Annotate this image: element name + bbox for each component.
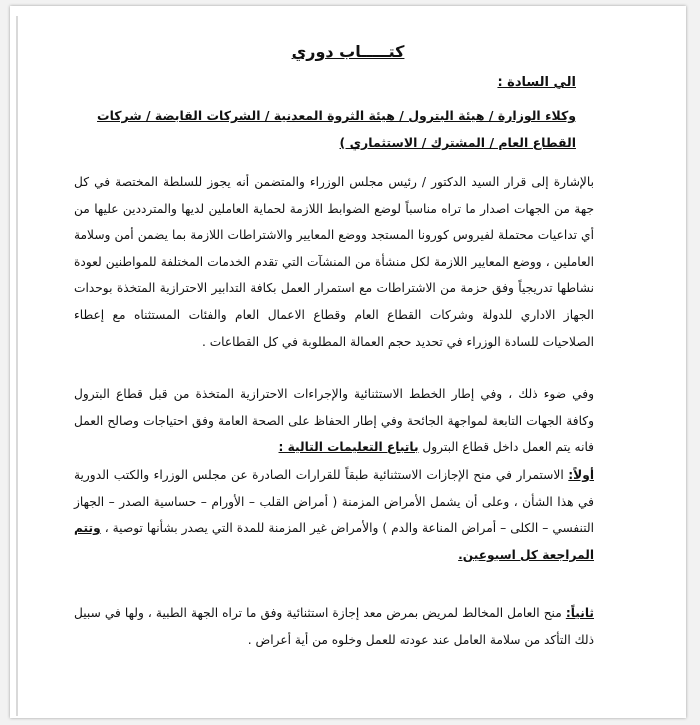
instruction-item-2 <box>74 600 594 653</box>
item-2-text: منح العامل المخالط لمريض بمرض معد إجازة استثنائية وفق ما تراه الجهة الطبية ، ولها في سبيل ذلك التأكد من سلامة العامل عند عودته للعمل وخلوه من أية أعراض . <box>74 606 594 647</box>
page-edge-shadow <box>16 16 18 716</box>
paragraph-1: بالإشارة إلى قرار السيد الدكتور / رئيس مجلس الوزراء والمتضمن أنه يجوز للسلطة المختصة في كل جهة من الجهات اصدار ما تراه مناسباً لوضع الضوابط اللازمة لحماية العاملين لديها والمترددين عليها من أي تداعيات محتملة لفيروس كورونا المستجد ووضع المعايير والاشتراطات اللازمة بما يضمن أمن وسلامة العاملين ، ووضع المعايير اللازمة لكل منشأة من المنشآت التي تقدم الخدمات المختلفة للمواطنين لعودة نشاطها تدريجياً وفق حزمة من الاشتراطات مع استمرار العمل بكافة التدابير الاحترازية المتخذة بوحدات الجهاز الاداري للدولة وشركات القطاع العام وقطاع الاعمال العام والفئات المستثناه مع إعطاء الصلاحيات للسادة الوزراء في تحديد حجم العمالة المطلوبة في كل القطاعات . <box>74 175 594 349</box>
paragraph-2 <box>74 381 594 461</box>
document-title: كتـــــاب دوري <box>291 42 405 61</box>
item-1-text: الاستمرار في منح الإجازات الاستثنائية طبقاً للقرارات الصادرة عن مجلس الوزراء والكتب الدورية في هذا الشأن ، وعلى أن يشمل الأمراض المزمنة ( أمراض القلب – الأورام – حساسية الصدر – الجهاز التنفسي – الكلى – أمراض المناعة والدم ) والأمراض غير المزمنة للمدة التي يصدر بشأنها توصية ، <box>74 468 594 536</box>
document-page <box>10 6 686 718</box>
instruction-item-1 <box>74 462 594 568</box>
paragraph-2-emphasis: باتباع التعليمات التالية : <box>278 440 419 455</box>
item-1-heading: أولاً: <box>568 468 594 482</box>
recipients-list: وكلاء الوزارة / هيئة البترول / هيئة الثروة المعدنية / الشركات القابضة / شركات القطاع العام / المشترك / الاستثماري ) <box>97 108 576 150</box>
item-1-emphasis: وتتم المراجعة كل اسبوعين. <box>74 521 594 562</box>
recipient-label: الي السادة : <box>497 75 576 90</box>
item-2-heading: ثانياً: <box>565 606 594 620</box>
paragraph-2-text: وفي ضوء ذلك ، وفي إطار الخطط الاستثنائية والإجراءات الاحترازية المتخذة من قبل قطاع البترول وكافة الجهات التابعة لمواجهة الجائحة وفي إطار الحفاظ على الصحة العامة وفق احتياجات وصالح العمل فانه يتم العمل داخل قطاع البترول <box>74 387 594 455</box>
